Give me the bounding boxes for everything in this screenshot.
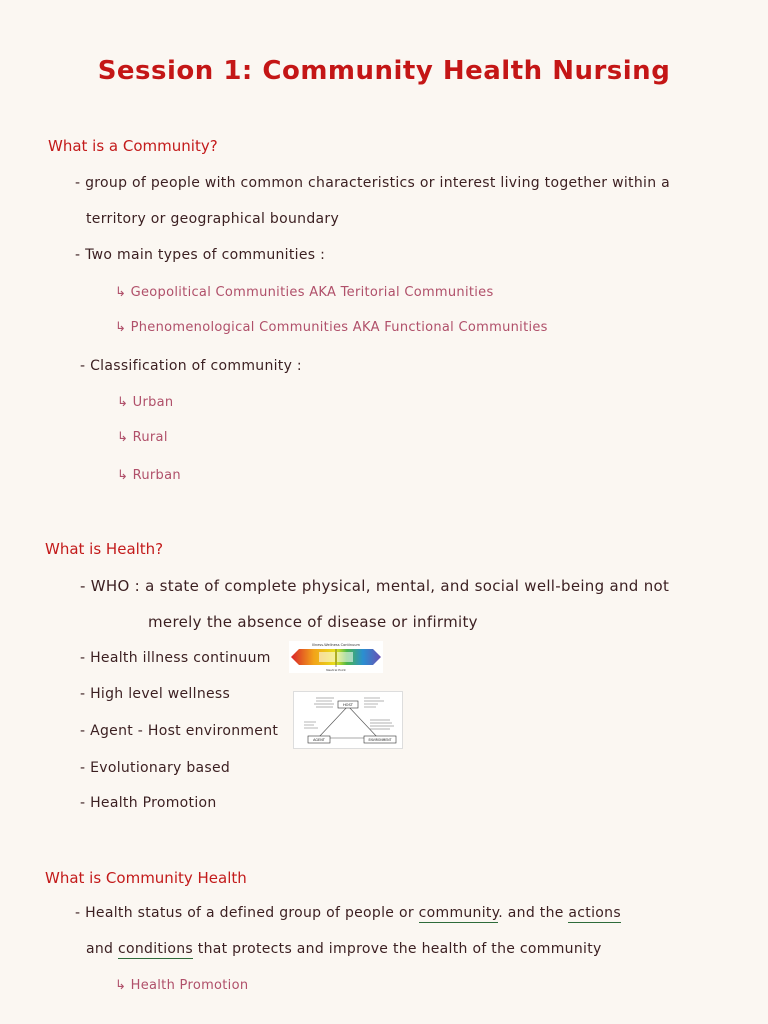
section-heading-health: What is Health? bbox=[45, 540, 164, 558]
who-definition-line-2: merely the absence of disease or infirmity bbox=[148, 613, 478, 631]
health-item: - Evolutionary based bbox=[80, 760, 231, 776]
community-type-item: ↳ Geopolitical Communities AKA Teritorial Communities bbox=[115, 285, 494, 300]
section-heading-community: What is a Community? bbox=[48, 137, 218, 155]
community-definition-line-1: - group of people with common characteristics or interest living together within a bbox=[75, 175, 671, 191]
health-item: - High level wellness bbox=[80, 686, 231, 702]
who-definition-line-1: - WHO : a state of complete physical, mental, and social well-being and not bbox=[80, 577, 670, 595]
page-title: Session 1: Community Health Nursing bbox=[97, 56, 671, 86]
triangle-host-label: HOST bbox=[342, 703, 354, 708]
classification-item: ↳ Urban bbox=[117, 395, 174, 410]
community-types-label: - Two main types of communities : bbox=[75, 247, 326, 263]
classification-label: - Classification of community : bbox=[80, 358, 302, 374]
continuum-footer: Neutral Point bbox=[326, 668, 346, 672]
classification-item: ↳ Rurban bbox=[117, 468, 181, 483]
section-heading-community-health: What is Community Health bbox=[45, 869, 247, 887]
health-item: - Agent - Host environment bbox=[80, 723, 279, 739]
community-health-line-2: and conditions that protects and improve the health of the community bbox=[86, 941, 602, 957]
health-item: - Health illness continuum bbox=[80, 650, 271, 666]
community-health-line-1: - Health status of a defined group of people or community. and the actions bbox=[75, 905, 621, 921]
illness-wellness-continuum-image bbox=[289, 641, 383, 673]
community-type-item: ↳ Phenomenological Communities AKA Functional Communities bbox=[115, 320, 548, 335]
community-definition-line-2: territory or geographical boundary bbox=[86, 211, 340, 227]
community-health-sub-item: ↳ Health Promotion bbox=[115, 978, 249, 993]
epidemiologic-triangle-image bbox=[293, 691, 403, 749]
health-item: - Health Promotion bbox=[80, 795, 217, 811]
classification-item: ↳ Rural bbox=[117, 430, 168, 445]
triangle-environment-label: ENVIRONMENT bbox=[368, 738, 392, 743]
triangle-agent-label: AGENT bbox=[313, 738, 325, 743]
continuum-title: Illness-Wellness Continuum bbox=[312, 643, 360, 647]
